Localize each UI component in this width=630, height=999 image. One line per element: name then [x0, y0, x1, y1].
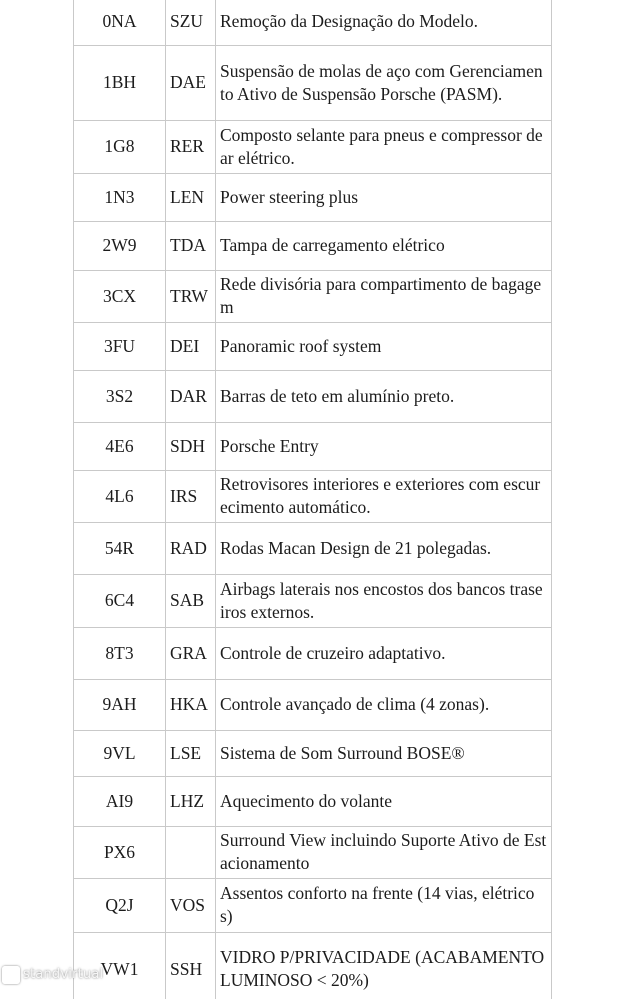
option-code: 3S2	[74, 371, 166, 423]
option-description: Controle avançado de clima (4 zonas).	[216, 680, 552, 731]
pr-code: VOS	[166, 879, 216, 933]
option-description: Rodas Macan Design de 21 polegadas.	[216, 523, 552, 575]
watermark-text: standvirtual	[23, 967, 104, 982]
option-code: PX6	[74, 827, 166, 879]
option-description: Controle de cruzeiro adaptativo.	[216, 628, 552, 680]
table-row	[74, 827, 552, 879]
options-table	[73, 0, 552, 999]
table-row	[74, 423, 552, 471]
table-row	[74, 680, 552, 731]
table-row	[74, 46, 552, 121]
option-description: Power steering plus	[216, 174, 552, 222]
table-row	[74, 575, 552, 628]
option-description: VIDRO P/PRIVACIDADE (ACABAMENTO LUMINOSO < 20%)	[216, 933, 552, 999]
pr-code: LEN	[166, 174, 216, 222]
table-row	[74, 471, 552, 523]
option-code: 4E6	[74, 423, 166, 471]
option-description: Retrovisores interiores e exteriores com escurecimento automático.	[216, 471, 552, 523]
pr-code: SAB	[166, 575, 216, 628]
option-code: 3FU	[74, 323, 166, 371]
pr-code: RAD	[166, 523, 216, 575]
pr-code: HKA	[166, 680, 216, 731]
option-code: 6C4	[74, 575, 166, 628]
option-code: 1N3	[74, 174, 166, 222]
option-code: 1G8	[74, 121, 166, 174]
table-row	[74, 628, 552, 680]
table-row	[74, 323, 552, 371]
table-row	[74, 121, 552, 174]
option-description: Composto selante para pneus e compressor de ar elétrico.	[216, 121, 552, 174]
option-description: Rede divisória para compartimento de bagagem	[216, 271, 552, 323]
brand-logo-icon	[2, 966, 20, 984]
option-code: AI9	[74, 777, 166, 827]
option-description: Remoção da Designação do Modelo.	[216, 0, 552, 46]
pr-code: LHZ	[166, 777, 216, 827]
option-code: 9AH	[74, 680, 166, 731]
option-code: 9VL	[74, 731, 166, 777]
pr-code: DAE	[166, 46, 216, 121]
option-description: Porsche Entry	[216, 423, 552, 471]
option-description: Barras de teto em alumínio preto.	[216, 371, 552, 423]
option-description: Assentos conforto na frente (14 vias, elétricos)	[216, 879, 552, 933]
option-code: 2W9	[74, 222, 166, 271]
option-code: 4L6	[74, 471, 166, 523]
option-description: Suspensão de molas de aço com Gerenciamento Ativo de Suspensão Porsche (PASM).	[216, 46, 552, 121]
option-code: 0NA	[74, 0, 166, 46]
pr-code: SSH	[166, 933, 216, 999]
pr-code: TRW	[166, 271, 216, 323]
table-row	[74, 879, 552, 933]
option-description: Airbags laterais nos encostos dos bancos traseiros externos.	[216, 575, 552, 628]
pr-code: RER	[166, 121, 216, 174]
pr-code: SZU	[166, 0, 216, 46]
table-row	[74, 0, 552, 46]
option-code: 1BH	[74, 46, 166, 121]
option-description: Surround View incluindo Suporte Ativo de Estacionamento	[216, 827, 552, 879]
pr-code: IRS	[166, 471, 216, 523]
pr-code: DEI	[166, 323, 216, 371]
option-code: 8T3	[74, 628, 166, 680]
option-code: Q2J	[74, 879, 166, 933]
table-row	[74, 731, 552, 777]
option-description: Panoramic roof system	[216, 323, 552, 371]
option-code: 54R	[74, 523, 166, 575]
table-row	[74, 933, 552, 999]
pr-code: DAR	[166, 371, 216, 423]
table-row	[74, 777, 552, 827]
pr-code: TDA	[166, 222, 216, 271]
option-description: Aquecimento do volante	[216, 777, 552, 827]
pr-code	[166, 827, 216, 879]
option-code: VW1	[74, 933, 166, 999]
table-row	[74, 371, 552, 423]
option-description: Tampa de carregamento elétrico	[216, 222, 552, 271]
table-row	[74, 523, 552, 575]
option-description: Sistema de Som Surround BOSE®	[216, 731, 552, 777]
pr-code: LSE	[166, 731, 216, 777]
table-row	[74, 222, 552, 271]
pr-code: SDH	[166, 423, 216, 471]
table-row	[74, 271, 552, 323]
pr-code: GRA	[166, 628, 216, 680]
option-code: 3CX	[74, 271, 166, 323]
table-row	[74, 174, 552, 222]
